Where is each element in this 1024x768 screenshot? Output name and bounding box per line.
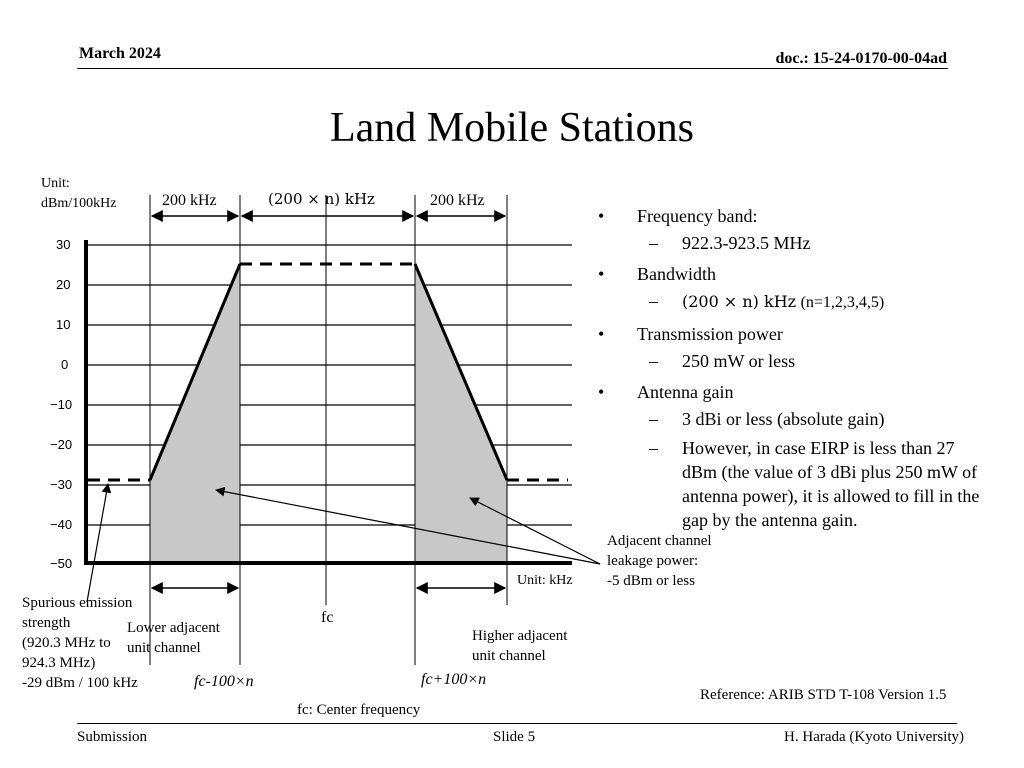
bandwidth-formula: (200 × n) kHz (682, 292, 797, 311)
header-date: March 2024 (79, 45, 161, 62)
higher-adjacent-region (415, 264, 507, 563)
spurious-note-line: strength (22, 615, 71, 631)
footer-submission: Submission (77, 729, 148, 745)
sub-bullet-antenna-value: – 3 dBi or less (absolute gain) (590, 407, 1000, 431)
bullet-bandwidth: • Bandwidth (590, 260, 1000, 289)
y-tick-label: −20 (50, 437, 73, 452)
spurious-note-line: (920.3 MHz to (22, 635, 111, 651)
leakage-note-line: -5 dBm or less (607, 573, 695, 589)
fc-label: fc (321, 609, 334, 626)
pointer-leakage-lower (216, 490, 600, 564)
higher-adjacent-label-line2: unit channel (472, 648, 546, 664)
reference-note: Reference: ARIB STD T-108 Version 1.5 (700, 687, 947, 703)
fc-note: fc: Center frequency (297, 702, 421, 718)
fc-minus-label: fc-100×n (194, 673, 254, 690)
bandwidth-n-values: (n=1,2,3,4,5) (800, 294, 885, 311)
spurious-note-line: -29 dBm / 100 kHz (22, 675, 138, 691)
leakage-note-line: Adjacent channel (607, 533, 712, 549)
header-doc-id: doc.: 15-24-0170-00-04ad (775, 50, 947, 67)
bw-center-label: (200 × n) kHz (268, 190, 375, 208)
y-tick-label: −30 (50, 477, 73, 492)
y-tick-label: 20 (56, 277, 71, 292)
y-tick-label: 0 (61, 357, 69, 372)
sub-bullet-transmission-value: – 250 mW or less (590, 349, 1000, 373)
pointer-spurious (87, 484, 108, 602)
leakage-note-line: leakage power: (607, 553, 699, 569)
lower-adjacent-label-line2: unit channel (127, 640, 201, 656)
footer-author: H. Harada (Kyoto University) (784, 729, 964, 745)
slide-title: Land Mobile Stations (330, 105, 694, 151)
spurious-note-line: 924.3 MHz) (22, 655, 96, 671)
sub-bullet-bandwidth-value (590, 289, 1000, 315)
footer-slide-number: Slide 5 (493, 729, 536, 745)
y-tick-label: −40 (50, 517, 73, 532)
spec-bullet-list (590, 202, 1000, 537)
lower-adjacent-region (150, 264, 240, 563)
sub-bullet-antenna-eirp-note: – However, in case EIRP is less than 27 dBm (the value of 3 dBi plus 250 mW of antenna power), it is allowed to fill in the gap by the antenna gain. (590, 436, 992, 532)
y-tick-label: 10 (56, 317, 71, 332)
y-tick-label: 30 (56, 237, 71, 252)
bullet-antenna-gain: • Antenna gain (590, 378, 1000, 407)
x-unit-label: Unit: kHz (517, 573, 573, 588)
fc-plus-label: fc+100×n (421, 671, 487, 688)
y-tick-label: −10 (50, 397, 73, 412)
lower-adjacent-label-line1: Lower adjacent (127, 620, 220, 636)
unit-label-line2: dBm/100kHz (41, 196, 117, 211)
sub-bullet-frequency-value: – 922.3-923.5 MHz (590, 231, 1000, 255)
footer-rule (77, 723, 957, 724)
bullet-frequency-band: • Frequency band: (590, 202, 1000, 231)
y-tick-label: −50 (50, 556, 73, 571)
bw-right-label: 200 kHz (430, 192, 485, 209)
unit-label-line1: Unit: (41, 176, 70, 191)
bw-left-label: 200 kHz (162, 192, 217, 209)
spurious-note-line: Spurious emission (22, 595, 133, 611)
bullet-transmission-power: • Transmission power (590, 320, 1000, 349)
higher-adjacent-label-line1: Higher adjacent (472, 628, 568, 644)
